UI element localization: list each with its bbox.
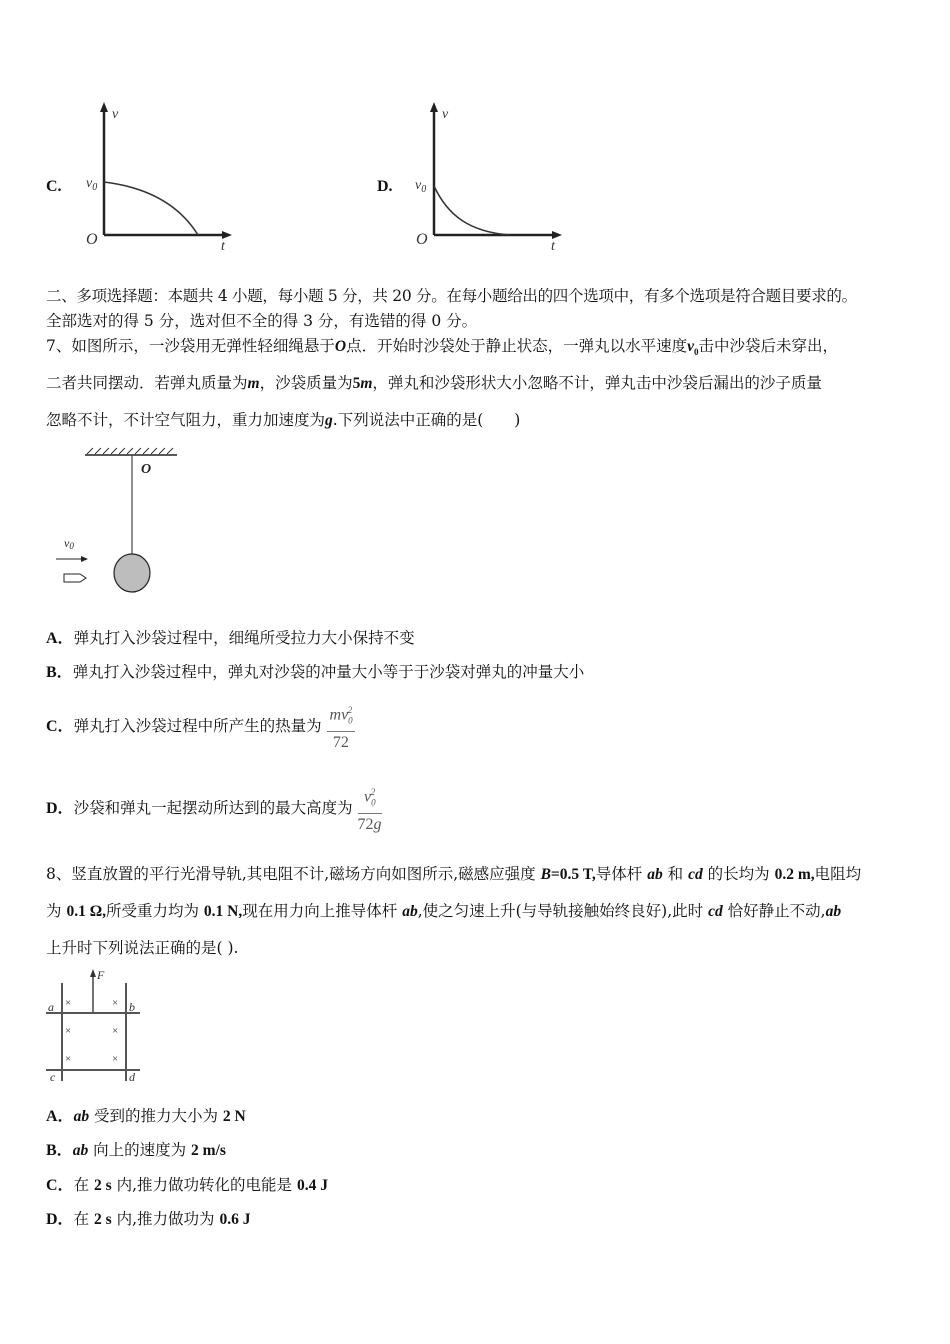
q8-option-c[interactable]: C．在 2 s 内,推力做功转化的电能是 0.4 J bbox=[46, 1176, 328, 1194]
graph-c-velocity-time bbox=[80, 98, 240, 258]
section-header-line1: 二、多项选择题：本题共 4 小题，每小题 5 分，共 20 分。在每小题给出的四个选项中，有多个选项是符合题目要求的。 bbox=[46, 287, 857, 305]
label-d: d bbox=[129, 1070, 135, 1084]
v0-label: $v_0$ bbox=[415, 178, 427, 195]
q7-option-a[interactable]: A．弹丸打入沙袋过程中，细绳所受拉力大小保持不变 bbox=[46, 629, 415, 647]
svg-text:×: × bbox=[65, 1025, 72, 1037]
svg-text:×: × bbox=[112, 1025, 119, 1037]
pivot-label: O bbox=[141, 462, 152, 477]
pendulum-figure bbox=[50, 445, 190, 605]
axis-x-label: t bbox=[551, 239, 555, 254]
svg-text:×: × bbox=[65, 997, 72, 1009]
graph-d-velocity-time bbox=[410, 98, 570, 258]
q7-stem-line1: 7、如图所示，一沙袋用无弹性轻细绳悬于O点．开始时沙袋处于静止状态，一弹丸以水平速度$v_0$击中沙袋后未穿出， bbox=[46, 337, 838, 358]
origin-label: O bbox=[416, 231, 428, 248]
velocity-label: v0 bbox=[64, 536, 74, 551]
option-d-label: D. bbox=[377, 178, 393, 195]
v0-label: $v_0$ bbox=[86, 176, 98, 193]
q7-option-d[interactable]: D．沙袋和弹丸一起摆动所达到的最大高度为 $\frac{v_0^2}{72g}$ bbox=[46, 782, 382, 836]
svg-text:×: × bbox=[112, 1053, 119, 1065]
q8-stem-line2: 为 0.1 Ω,所受重力均为 0.1 N,现在用力向上推导体杆 ab,使之匀速上升(与导轨接触始终良好),此时 cd 恰好静止不动,ab bbox=[46, 902, 842, 920]
svg-text:×: × bbox=[112, 997, 119, 1009]
axis-y-label: v bbox=[112, 107, 119, 122]
q7-stem-line3: 忽略不计，不计空气阻力，重力加速度为g.下列说法中正确的是( ) bbox=[46, 411, 521, 429]
q8-option-a[interactable]: A．ab 受到的推力大小为 2 N bbox=[46, 1107, 246, 1125]
origin-label: O bbox=[86, 231, 98, 248]
force-label: F bbox=[97, 968, 105, 982]
q8-stem-line3: 上升时下列说法正确的是( ). bbox=[46, 939, 239, 957]
height-fraction: $\frac{v_0^2}{72g}$ bbox=[358, 782, 382, 836]
q8-stem-line1: 8、竖直放置的平行光滑导轨,其电阻不计,磁场方向如图所示,磁感应强度 B=0.5 T,导体杆 ab 和 cd 的长均为 0.2 m,电阻均 bbox=[46, 865, 862, 883]
label-c: c bbox=[50, 1070, 56, 1084]
rails-figure bbox=[42, 965, 152, 1085]
axis-y-label: v bbox=[442, 107, 449, 122]
section-header-line2: 全部选对的得 5 分，选对但不全的得 3 分，有选错的得 0 分。 bbox=[46, 312, 478, 330]
q8-option-b[interactable]: B．ab 向上的速度为 2 m/s bbox=[46, 1141, 226, 1159]
q8-option-d[interactable]: D．在 2 s 内,推力做功为 0.6 J bbox=[46, 1210, 251, 1228]
label-b: b bbox=[129, 1000, 135, 1014]
label-a: a bbox=[48, 1000, 54, 1014]
svg-text:×: × bbox=[65, 1053, 72, 1065]
axis-x-label: t bbox=[221, 239, 225, 254]
magnetic-field-marks bbox=[65, 997, 118, 1065]
q7-option-b[interactable]: B．弹丸打入沙袋过程中，弹丸对沙袋的冲量大小等于于沙袋对弹丸的冲量大小 bbox=[46, 663, 585, 681]
q7-option-c[interactable]: C．弹丸打入沙袋过程中所产生的热量为 $\frac{mv_0^2}{72}$ bbox=[46, 700, 355, 754]
q7-stem-line2: 二者共同摆动．若弹丸质量为m，沙袋质量为5m，弹丸和沙袋形状大小忽略不计，弹丸击中沙袋后漏出的沙子质量 bbox=[46, 374, 822, 392]
option-c-label: C. bbox=[46, 178, 62, 195]
heat-fraction: $\frac{mv_0^2}{72}$ bbox=[327, 700, 356, 754]
